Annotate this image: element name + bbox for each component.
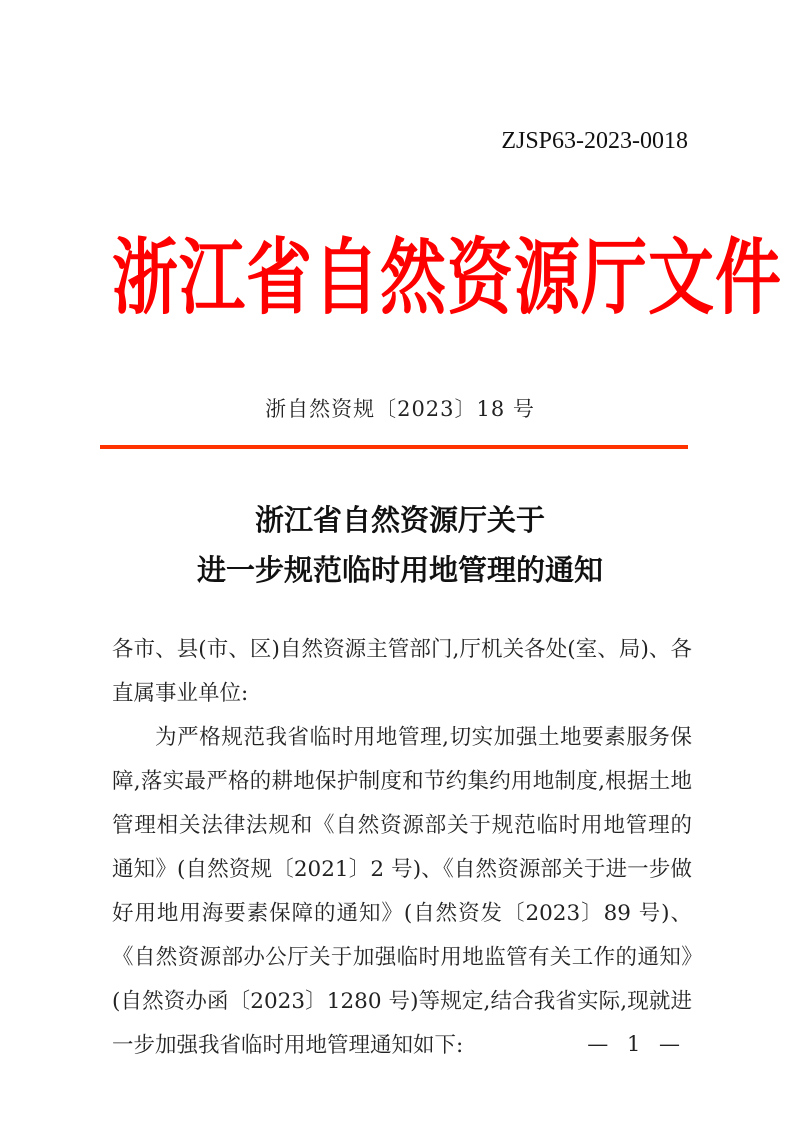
page-number: — 1 — (587, 1032, 686, 1056)
document-body (112, 628, 692, 1068)
red-divider (100, 445, 688, 449)
issuer-heading: 浙江省自然资源厅文件 (112, 229, 782, 326)
document-code: ZJSP63-2023-0018 (501, 128, 688, 154)
document-title (0, 495, 800, 595)
document-number: 浙自然资规〔2023〕18 号 (265, 397, 535, 421)
title-line-2: 进一步规范临时用地管理的通知 (196, 553, 603, 587)
title-line-1: 浙江省自然资源厅关于 (254, 503, 545, 537)
addressee: 各市、县(市、区)自然资源主管部门,厅机关各处(室、局)、各直属事业单位: (112, 637, 692, 706)
body-paragraph: 为严格规范我省临时用地管理,切实加强土地要素服务保障,落实最严格的耕地保护制度和节约集约用地制度,根据土地管理相关法律法规和《自然资源部关于规范临时用地管理的通知》(自然资规〔2021〕2 号)、《自然资源部关于进一步做好用地用海要素保障的通知》(自然资发〔2023〕89 号)、《自然资源部办公厅关于加强临时用地监管有关工作的通知》(自然资办函〔2023〕1280 号)等规定,结合我省实际,现就进一步加强我省临时用地管理通知如下: (112, 725, 692, 1058)
